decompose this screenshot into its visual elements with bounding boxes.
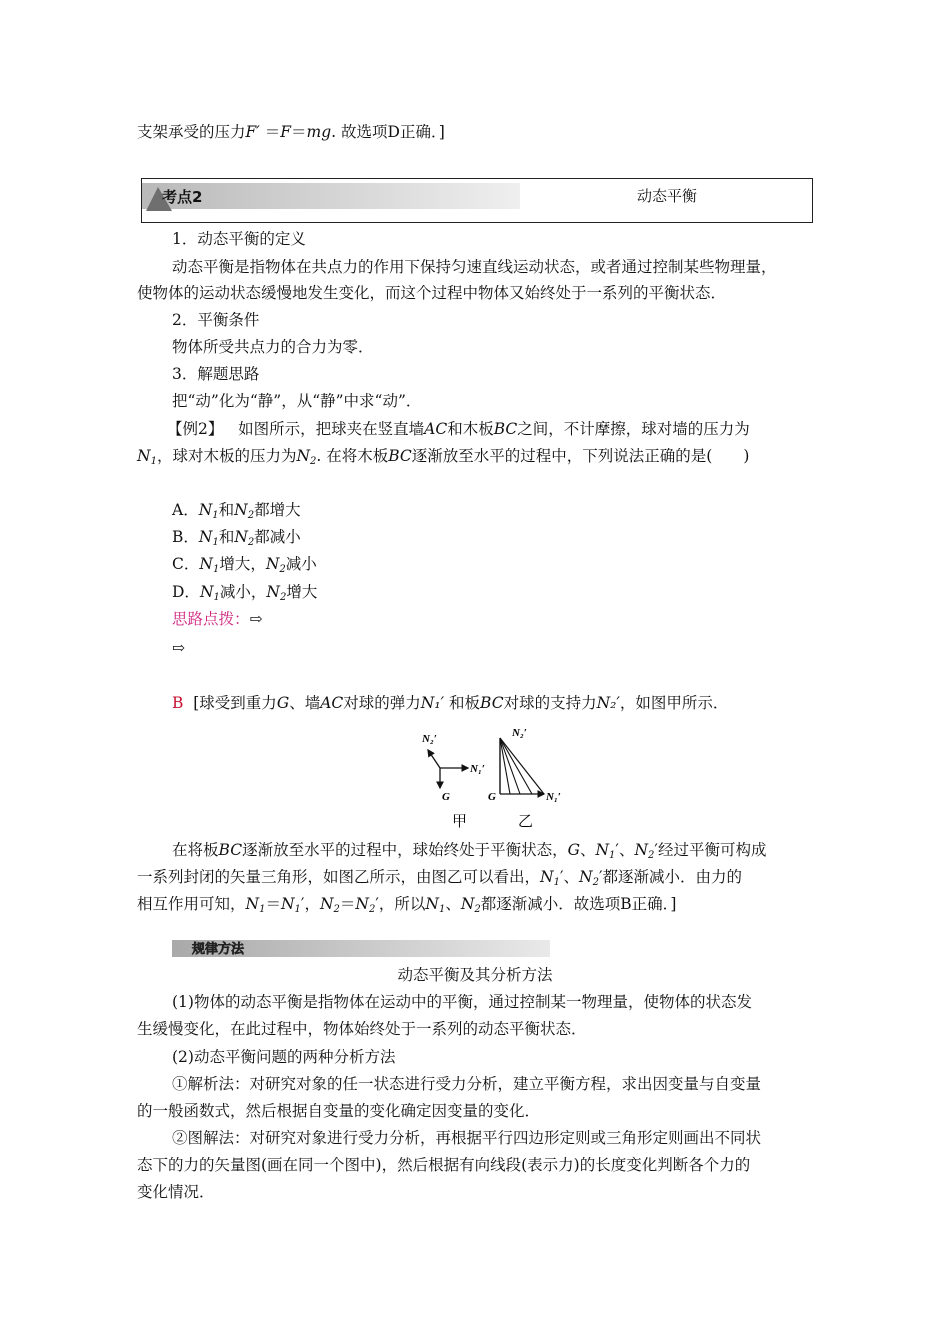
paragraph-line: ①解析法：对研究对象的任一状态进行受力分析，建立平衡方程，求出因变量与自变量 — [172, 1075, 762, 1093]
option-d[interactable]: D．$N_1$减小，$N_2$增大 — [172, 583, 318, 603]
heading-definition: 1．动态平衡的定义 — [172, 230, 306, 248]
heading-condition: 2．平衡条件 — [172, 311, 260, 329]
example-line: $N_1$，球对木板的压力为$N_2$. 在将木板BC逐渐放至水平的过程中，下列说法正确的是( ) — [137, 447, 750, 467]
option-c[interactable]: C．$N_1$增大，$N_2$减小 — [172, 555, 317, 575]
caption-yi: 乙 — [518, 812, 534, 830]
label-n2-prime: N₂′ — [512, 727, 527, 739]
section-title: 动态平衡 — [636, 187, 697, 205]
paragraph-line: 使物体的运动状态缓慢地发生变化，而这个过程中物体又始终处于一系列的平衡状态． — [137, 284, 727, 302]
example-tag: 【例2】 — [167, 420, 224, 438]
paragraph-line: 变化情况． — [137, 1183, 215, 1201]
example-line: 【例2】 如图所示，把球夹在竖直墙AC和木板BC之间，不计摩擦，球对墙的压力为 — [167, 420, 750, 438]
diagram-yi — [488, 727, 561, 803]
caption-jia: 甲 — [452, 812, 468, 830]
paragraph-line: (1)物体的动态平衡是指物体在运动中的平衡，通过控制某一物理量，使物体的状态发 — [172, 993, 752, 1011]
label-n1-prime: N₁′ — [546, 791, 561, 803]
paragraph-line: ②图解法：对研究对象进行受力分析，再根据平行四边形定则或三角形定则画出不同状 — [172, 1129, 762, 1147]
section-header — [141, 178, 813, 223]
paragraph-line: 物体所受共点力的合力为零． — [172, 338, 374, 356]
paragraph-line: 的一般函数式，然后根据自变量的变化确定因变量的变化． — [137, 1102, 541, 1120]
label-n2-prime: N₂′ — [422, 733, 437, 745]
force-diagram — [420, 724, 570, 834]
paragraph-line: 把“动”化为“静”，从“静”中求“动”． — [172, 392, 422, 410]
hint-label: 思路点拨： — [172, 610, 250, 628]
option-a[interactable]: A．$N_1$和$N_2$都增大 — [172, 501, 301, 521]
label-n1-prime: N₁′ — [470, 763, 485, 775]
paragraph-line: 在将板BC逐渐放至水平的过程中，球始终处于平衡状态，G、$N_1'$、$N_2'$经过平衡可构成 — [172, 841, 767, 861]
arrow-icon: ⇨ — [249, 610, 263, 628]
answer-letter: B — [172, 694, 184, 712]
label-g: G — [488, 791, 496, 803]
method-band-label: 规律方法 — [192, 942, 245, 957]
method-title: 动态平衡及其分析方法 — [397, 966, 553, 984]
paragraph-line: 一系列封闭的矢量三角形，如图乙所示，由图乙可以看出，$N_1'$、$N_2'$都逐渐减小．由力的 — [137, 868, 742, 888]
text-line: 支架承受的压力F′ ＝F＝mg. 故选项D正确．] — [137, 123, 445, 141]
paragraph-line: 态下的力的矢量图(画在同一个图中)，然后根据有向线段(表示力)的长度变化判断各个力的 — [137, 1156, 751, 1174]
section-badge — [142, 179, 520, 213]
diagram-jia — [421, 733, 485, 803]
section-badge-label: 考点2 — [162, 188, 203, 206]
option-b[interactable]: B．$N_1$和$N_2$都减小 — [172, 528, 301, 548]
paragraph-line: (2)动态平衡问题的两种分析方法 — [172, 1048, 396, 1066]
paragraph-line: 生缓慢变化，在此过程中，物体始终处于一系列的动态平衡状态． — [137, 1020, 587, 1038]
label-g: G — [442, 791, 450, 803]
heading-approach: 3．解题思路 — [172, 365, 260, 383]
arrow-icon: ⇨ — [172, 639, 185, 657]
hint-line — [172, 608, 263, 630]
answer-line: B [球受到重力G、墙AC对球的弹力N₁′ 和板BC对球的支持力N₂′，如图甲所示． — [172, 694, 729, 712]
paragraph-line: 相互作用可知，$N_1=N_1'$，$N_2=N_2'$，所以$N_1$、$N_2$都逐渐减小．故选项B正确．] — [137, 895, 677, 915]
method-band — [172, 940, 550, 957]
paragraph-line: 动态平衡是指物体在共点力的作用下保持匀速直线运动状态，或者通过控制某些物理量， — [172, 258, 777, 276]
